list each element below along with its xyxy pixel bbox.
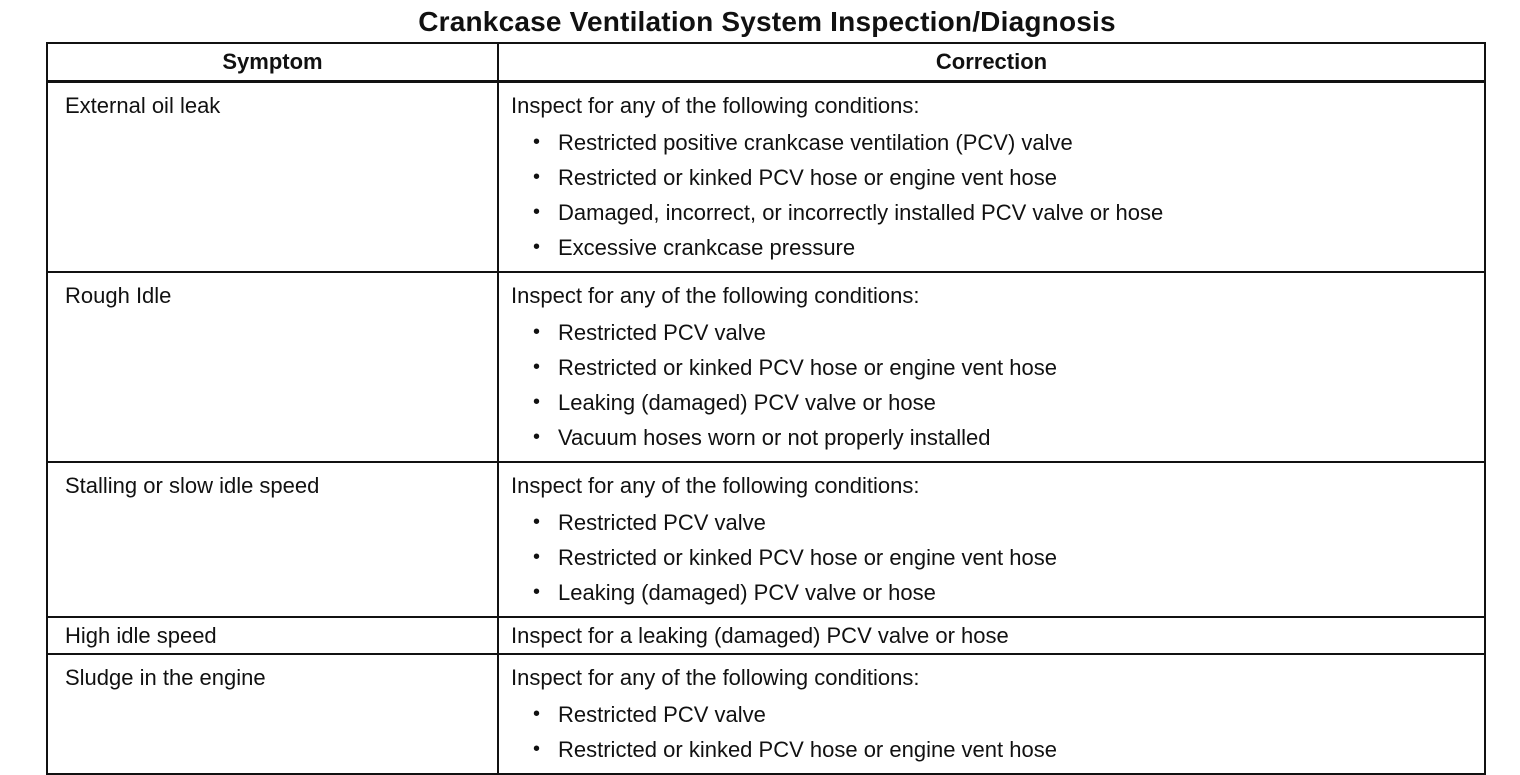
symptom-column-header: Symptom — [47, 43, 498, 82]
list-item-text: Restricted PCV valve — [558, 320, 766, 345]
list-item-text: Restricted or kinked PCV hose or engine vent hose — [558, 737, 1057, 762]
list-item-text: Restricted or kinked PCV hose or engine vent hose — [558, 165, 1057, 190]
bullet-icon: • — [533, 703, 541, 725]
symptom-cell: High idle speed — [47, 617, 498, 654]
list-item — [533, 540, 1484, 575]
list-item — [533, 315, 1484, 350]
symptom-cell: Stalling or slow idle speed — [47, 462, 498, 617]
diagnosis-table — [46, 42, 1486, 775]
table-row — [47, 617, 1485, 654]
list-item-text: Restricted PCV valve — [558, 510, 766, 535]
list-item — [533, 732, 1484, 767]
list-item — [533, 697, 1484, 732]
list-item-text: Vacuum hoses worn or not properly installed — [558, 425, 991, 450]
correction-lead-text: Inspect for any of the following conditions: — [511, 665, 920, 690]
table-row — [47, 462, 1485, 617]
symptom-cell: Rough Idle — [47, 272, 498, 462]
correction-lead-text: Inspect for a leaking (damaged) PCV valve or hose — [511, 623, 1009, 648]
list-item-text: Leaking (damaged) PCV valve or hose — [558, 580, 936, 605]
bullet-icon: • — [533, 581, 541, 603]
list-item-text: Restricted positive crankcase ventilation (PCV) valve — [558, 130, 1073, 155]
list-item — [533, 125, 1484, 160]
list-item-text: Damaged, incorrect, or incorrectly installed PCV valve or hose — [558, 200, 1164, 225]
correction-lead-text: Inspect for any of the following conditions: — [511, 473, 920, 498]
page-title: Crankcase Ventilation System Inspection/Diagnosis — [418, 6, 1116, 37]
correction-lead-text: Inspect for any of the following conditions: — [511, 93, 920, 118]
bullet-icon: • — [533, 356, 541, 378]
correction-cell — [498, 272, 1485, 462]
bullet-icon: • — [533, 236, 541, 258]
bullet-icon: • — [533, 546, 541, 568]
correction-cell — [498, 617, 1485, 654]
list-item — [533, 385, 1484, 420]
condition-list — [511, 505, 1484, 610]
bullet-icon: • — [533, 166, 541, 188]
table-body — [47, 82, 1485, 775]
correction-cell — [498, 654, 1485, 774]
table-row — [47, 82, 1485, 273]
list-item-text: Excessive crankcase pressure — [558, 235, 856, 260]
bullet-icon: • — [533, 426, 541, 448]
list-item — [533, 195, 1484, 230]
list-item — [533, 230, 1484, 265]
correction-column-header: Correction — [498, 43, 1485, 82]
list-item — [533, 160, 1484, 195]
list-item — [533, 505, 1484, 540]
header-row — [47, 43, 1485, 82]
list-item-text: Leaking (damaged) PCV valve or hose — [558, 390, 936, 415]
list-item-text: Restricted PCV valve — [558, 702, 766, 727]
correction-lead-text: Inspect for any of the following conditions: — [511, 283, 920, 308]
list-item-text: Restricted or kinked PCV hose or engine vent hose — [558, 545, 1057, 570]
symptom-cell: External oil leak — [47, 82, 498, 273]
list-item — [533, 420, 1484, 455]
condition-list — [511, 125, 1484, 265]
bullet-icon: • — [533, 321, 541, 343]
list-item — [533, 575, 1484, 610]
bullet-icon: • — [533, 511, 541, 533]
table-header — [47, 43, 1485, 82]
correction-cell — [498, 82, 1485, 273]
condition-list — [511, 697, 1484, 767]
symptom-cell: Sludge in the engine — [47, 654, 498, 774]
condition-list — [511, 315, 1484, 455]
bullet-icon: • — [533, 131, 541, 153]
list-item — [533, 350, 1484, 385]
table-row — [47, 272, 1485, 462]
correction-cell — [498, 462, 1485, 617]
table-row — [47, 654, 1485, 774]
bullet-icon: • — [533, 391, 541, 413]
bullet-icon: • — [533, 738, 541, 760]
list-item-text: Restricted or kinked PCV hose or engine vent hose — [558, 355, 1057, 380]
bullet-icon: • — [533, 201, 541, 223]
